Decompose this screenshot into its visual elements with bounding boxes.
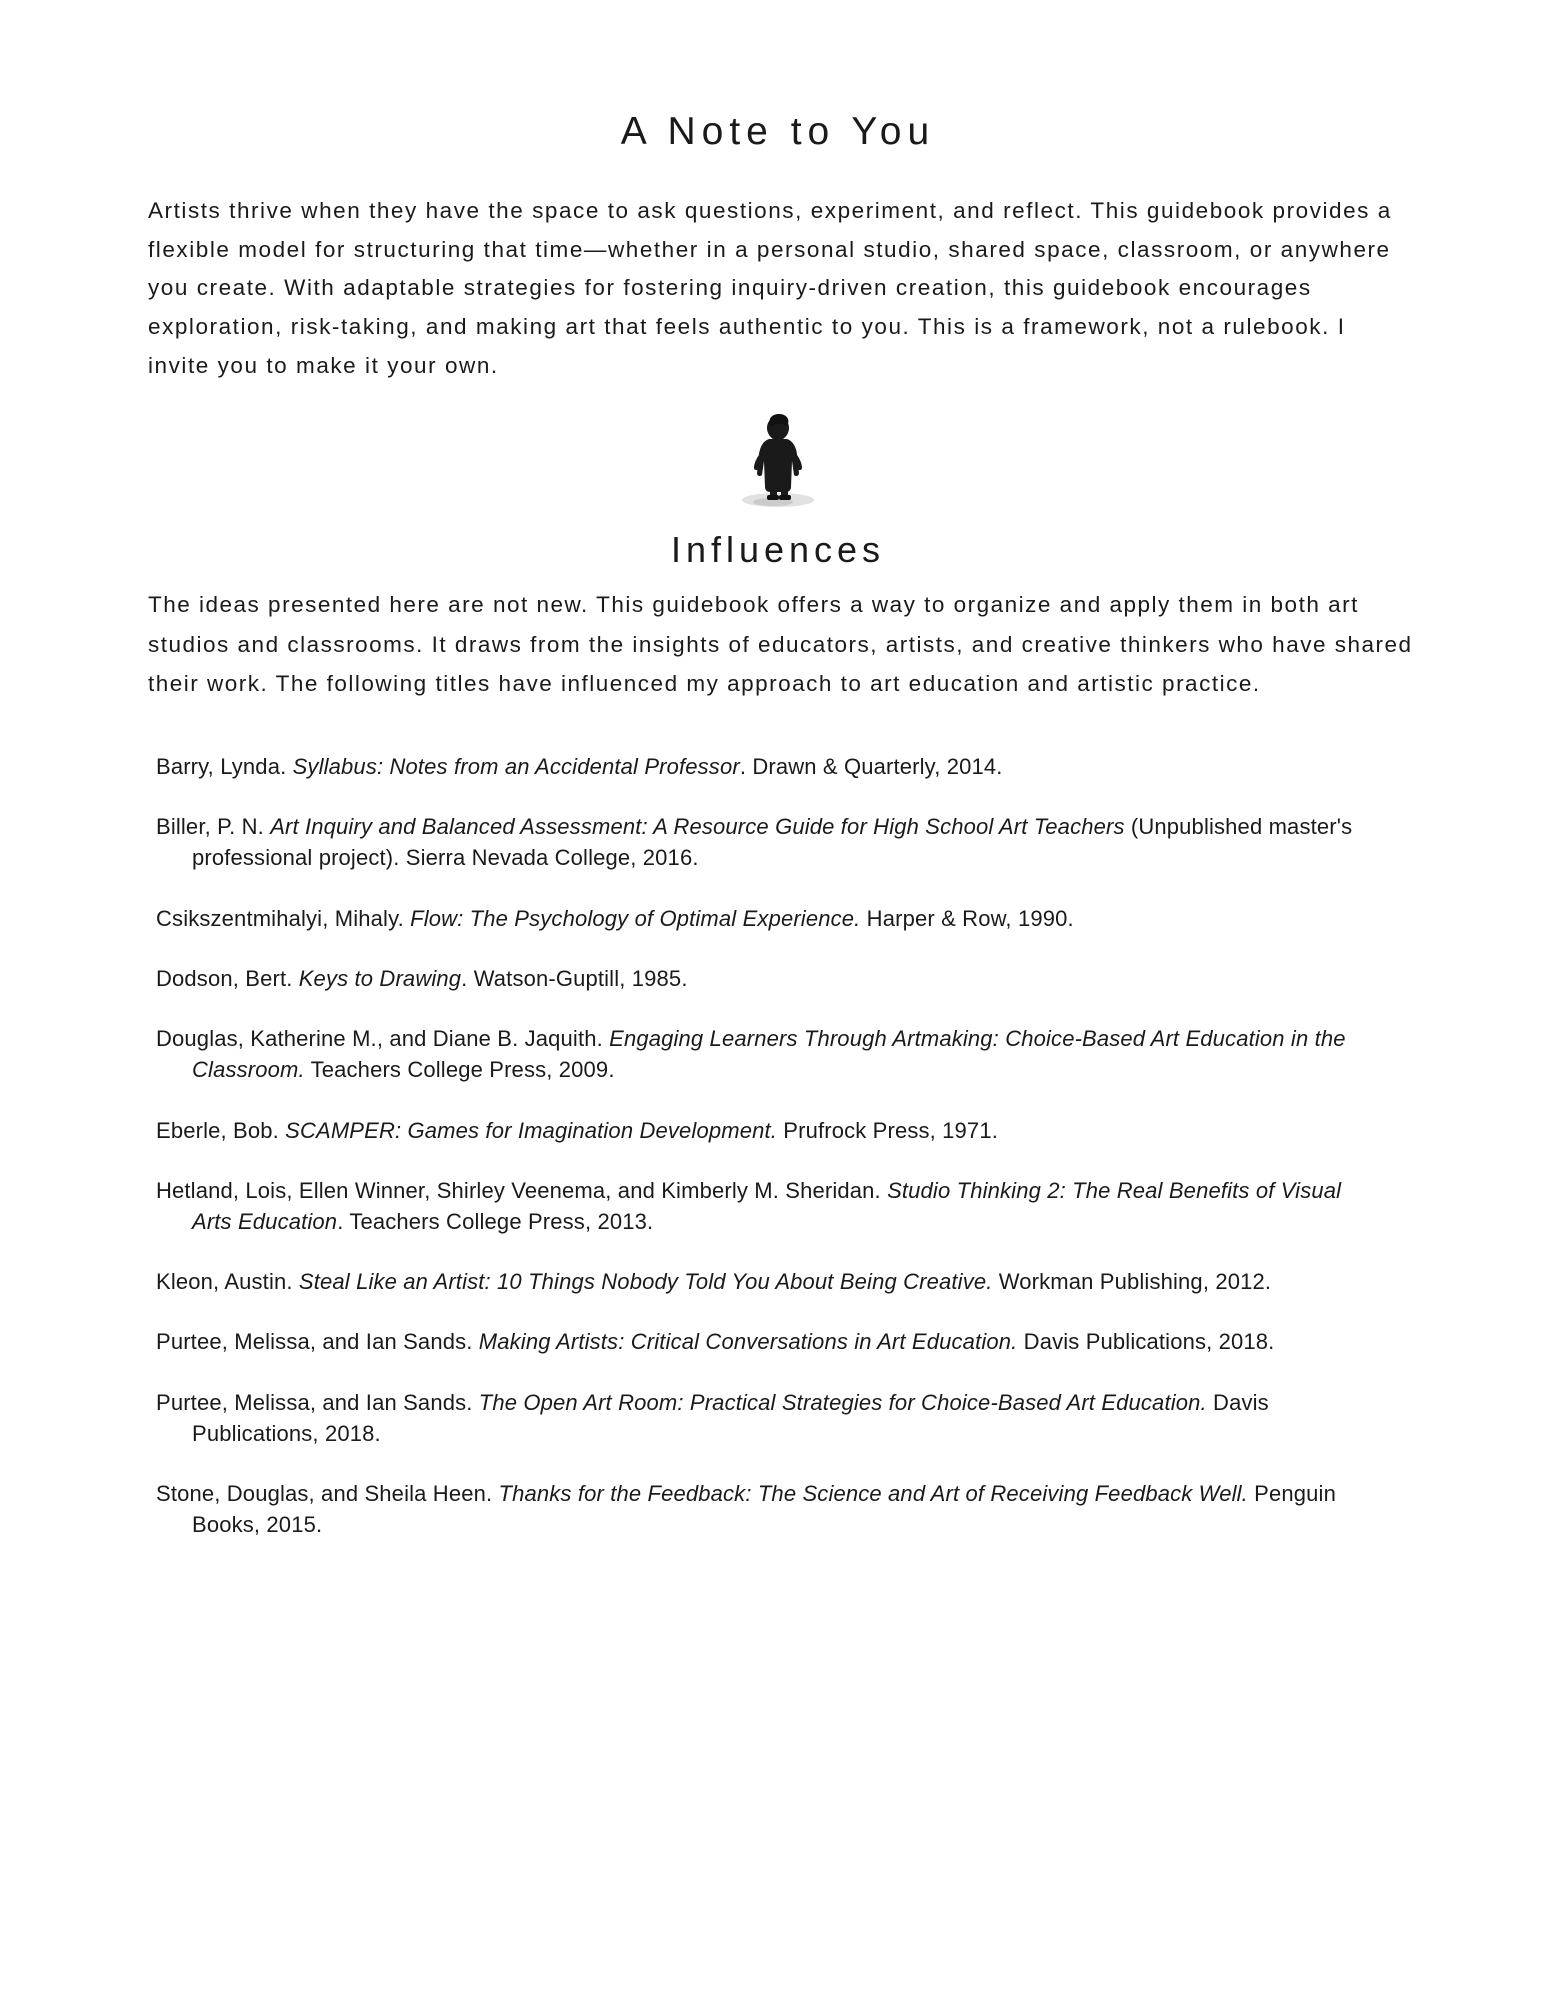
bib-entry-title: Art Inquiry and Balanced Assessment: A Resource Guide for High School Art Teachers: [270, 814, 1125, 840]
document-content: [148, 0, 1413, 1570]
bib-entry-title: Flow: The Psychology of Optimal Experience.: [410, 905, 861, 931]
bib-entry-title: Steal Like an Artist: 10 Things Nobody Told You About Being Creative.: [298, 1269, 993, 1295]
bibliography-entry: [156, 1023, 1382, 1085]
figure-container: [148, 385, 1408, 515]
bib-entry-publisher: Workman Publishing, 2012.: [992, 1269, 1272, 1295]
bib-entry-author: Kleon, Austin.: [156, 1269, 299, 1295]
bib-entry-author: Douglas, Katherine M., and Diane B. Jaquith.: [156, 1026, 610, 1052]
bib-entry-publisher: Harper & Row, 1990.: [860, 905, 1074, 931]
bibliography-entry: [156, 751, 1382, 782]
bib-entry-author: Barry, Lynda.: [156, 753, 293, 779]
bib-entry-title: The Open Art Room: Practical Strategies for Choice-Based Art Education.: [478, 1389, 1207, 1415]
bib-entry-title: Syllabus: Notes from an Accidental Professor: [292, 753, 740, 779]
bib-entry-title: Thanks for the Feedback: The Science and Art of Receiving Feedback Well.: [498, 1481, 1248, 1507]
bib-entry-author: Biller, P. N.: [156, 814, 271, 840]
bib-entry-publisher: . Watson-Guptill, 1985.: [461, 965, 688, 991]
standing-figure-icon: [733, 407, 823, 512]
bibliography-list: [148, 703, 1408, 1541]
bibliography-entry: [156, 1478, 1382, 1540]
bib-entry-author: Stone, Douglas, and Sheila Heen.: [156, 1481, 499, 1507]
bib-entry-title: Studio Thinking 2: The Real Benefits of Visual Arts Education: [192, 1177, 1342, 1234]
bib-entry-publisher: Prufrock Press, 1971.: [777, 1117, 998, 1143]
bib-entry-title: Making Artists: Critical Conversations in Art Education.: [478, 1329, 1018, 1355]
bib-entry-publisher: (Unpublished master's professional project). Sierra Nevada College, 2016.: [192, 814, 1353, 871]
bib-entry-author: Csikszentmihalyi, Mihaly.: [156, 905, 411, 931]
bib-entry-author: Eberle, Bob.: [156, 1117, 286, 1143]
bib-entry-title: SCAMPER: Games for Imagination Development.: [285, 1117, 778, 1143]
page-title: A Note to You: [620, 110, 936, 153]
bib-entry-title: Keys to Drawing: [298, 965, 462, 991]
bibliography-entry: [156, 1115, 1382, 1146]
bib-entry-publisher: Davis Publications, 2018.: [1017, 1329, 1275, 1355]
bib-entry-publisher: . Teachers College Press, 2013.: [337, 1208, 654, 1234]
intro-paragraph: Artists thrive when they have the space to ask questions, experiment, and reflect. This guidebook provides a flexible model for structuring that time—whether in a personal studio, shared space, classroom, or anywhere you create. With adaptable strategies for fostering inquiry-driven creation, this guidebook encourages exploration, risk-taking, and making art that feels authentic to you. This is a framework, not a rulebook. I invite you to make it your own.: [148, 198, 1392, 378]
bib-entry-author: Hetland, Lois, Ellen Winner, Shirley Veenema, and Kimberly M. Sheridan.: [156, 1177, 888, 1203]
bibliography-entry: [156, 1175, 1382, 1237]
bibliography-entry: [156, 811, 1382, 873]
bibliography-entry: [156, 1387, 1382, 1449]
influences-paragraph: The ideas presented here are not new. This guidebook offers a way to organize and apply them in both art studios and classrooms. It draws from the insights of educators, artists, and creative thinkers who have shared their work. The following titles have influenced my approach to art education and artistic practice.: [148, 592, 1413, 696]
bib-entry-author: Dodson, Bert.: [156, 965, 299, 991]
bib-entry-publisher: Davis Publications, 2018.: [192, 1389, 1269, 1446]
bib-entry-author: Purtee, Melissa, and Ian Sands.: [156, 1329, 479, 1355]
bib-entry-author: Purtee, Melissa, and Ian Sands.: [156, 1389, 479, 1415]
bib-entry-publisher: . Drawn & Quarterly, 2014.: [739, 753, 1003, 779]
bibliography-entry: [156, 903, 1382, 934]
bib-entry-title: Engaging Learners Through Artmaking: Choice-Based Art Education in the Classroom.: [192, 1026, 1346, 1083]
bib-entry-publisher: Penguin Books, 2015.: [192, 1481, 1336, 1538]
bibliography-entry: [156, 963, 1382, 994]
section-title-influences: Influences: [670, 529, 886, 571]
bibliography-entry: [156, 1326, 1382, 1357]
bib-entry-publisher: Teachers College Press, 2009.: [304, 1057, 615, 1083]
bibliography-entry: [156, 1266, 1382, 1297]
